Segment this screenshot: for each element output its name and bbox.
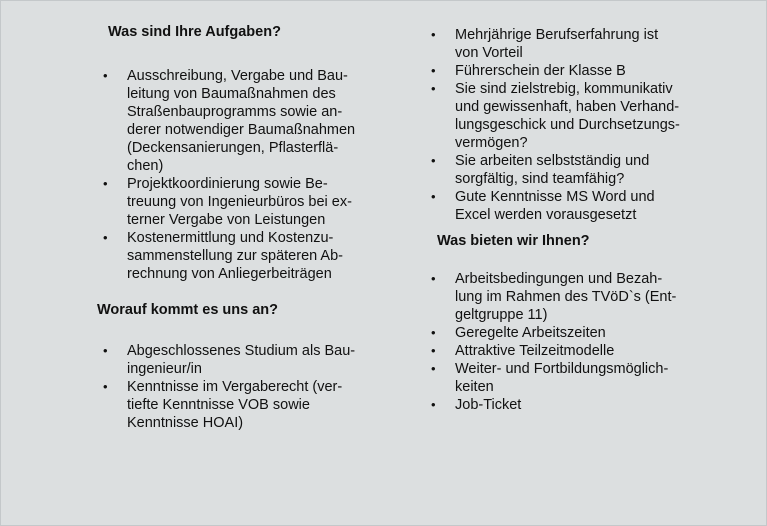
list-item: • Führerschein der Klasse B [455,62,680,80]
list-anforderungen [455,26,680,224]
list-aufgaben [127,67,355,283]
list-item: • Ausschreibung, Vergabe und Bau- leitung von Baumaßnahmen des Straßenbauprogramms sowie an- derer notwendiger Baumaßnahmen (Deckensanierungen, Pflasterflä- chen) [127,67,355,175]
heading-aufgaben: Was sind Ihre Aufgaben? [108,24,281,40]
list-item: • Attraktive Teilzeitmodelle [455,342,676,360]
list-item: • Job-Ticket [455,396,676,414]
list-item: • Sie arbeiten selbstständig und sorgfältig, sind teamfähig? [455,152,680,188]
list-worauf [127,342,355,432]
list-item: • Kenntnisse im Vergaberecht (ver- tiefte Kenntnisse VOB sowie Kenntnisse HOAI) [127,378,355,432]
list-item: • Mehrjährige Berufserfahrung ist von Vorteil [455,26,680,62]
list-item: • Weiter- und Fortbildungsmöglich- keiten [455,360,676,396]
list-item: • Gute Kenntnisse MS Word und Excel werden vorausgesetzt [455,188,680,224]
list-item: • Kostenermittlung und Kostenzu- sammenstellung zur späteren Ab- rechnung von Anliegerbeiträgen [127,229,355,283]
heading-worauf: Worauf kommt es uns an? [97,302,279,318]
list-item: • Geregelte Arbeitszeiten [455,324,676,342]
heading-bieten: Was bieten wir Ihnen? [437,233,590,249]
list-item: • Arbeitsbedingungen und Bezah- lung im Rahmen des TVöD`s (Ent- geltgruppe 11) [455,270,676,324]
list-angebot [455,270,676,414]
list-item: • Projektkoordinierung sowie Be- treuung von Ingenieurbüros bei ex- terner Vergabe von Leistungen [127,175,355,229]
list-item: • Abgeschlossenes Studium als Bau- ingenieur/in [127,342,355,378]
list-item: • Sie sind zielstrebig, kommunikativ und gewissenhaft, haben Verhand- lungsgeschick und Durchsetzungs- vermögen? [455,80,680,152]
